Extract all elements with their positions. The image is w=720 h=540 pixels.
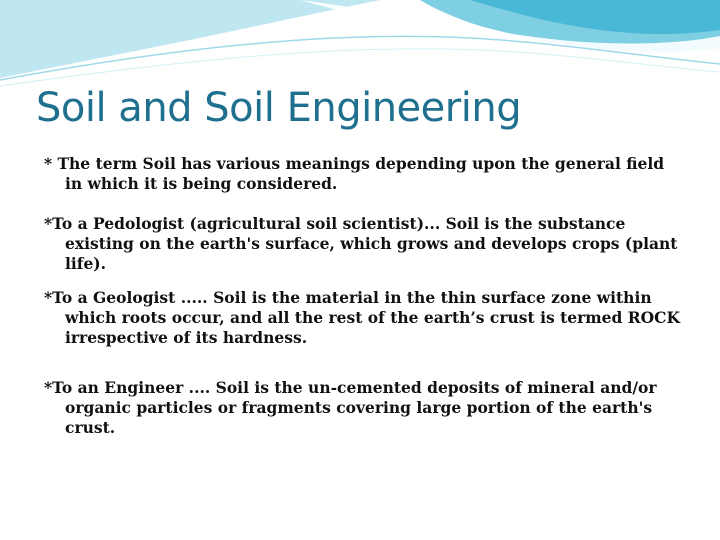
slide-title: Soil and Soil Engineering [36, 85, 522, 131]
bullet-item: *To a Geologist ..... Soil is the material in the thin surface zone within which roots occur, and all the rest of the earth’s crust is termed ROCK irrespective of its hardness. [44, 288, 680, 347]
header-wave-decoration [0, 0, 720, 90]
bullet-item: *To an Engineer .... Soil is the un-cemented deposits of mineral and/or organic particles or fragments covering large portion of the earth's crust. [44, 378, 657, 437]
bullet-item: * The term Soil has various meanings depending upon the general field in which it is being considered. [44, 154, 665, 193]
bullet-item: *To a Pedologist (agricultural soil scientist)... Soil is the substance existing on the earth's surface, which grows and develops crops (plant life). [44, 214, 678, 273]
